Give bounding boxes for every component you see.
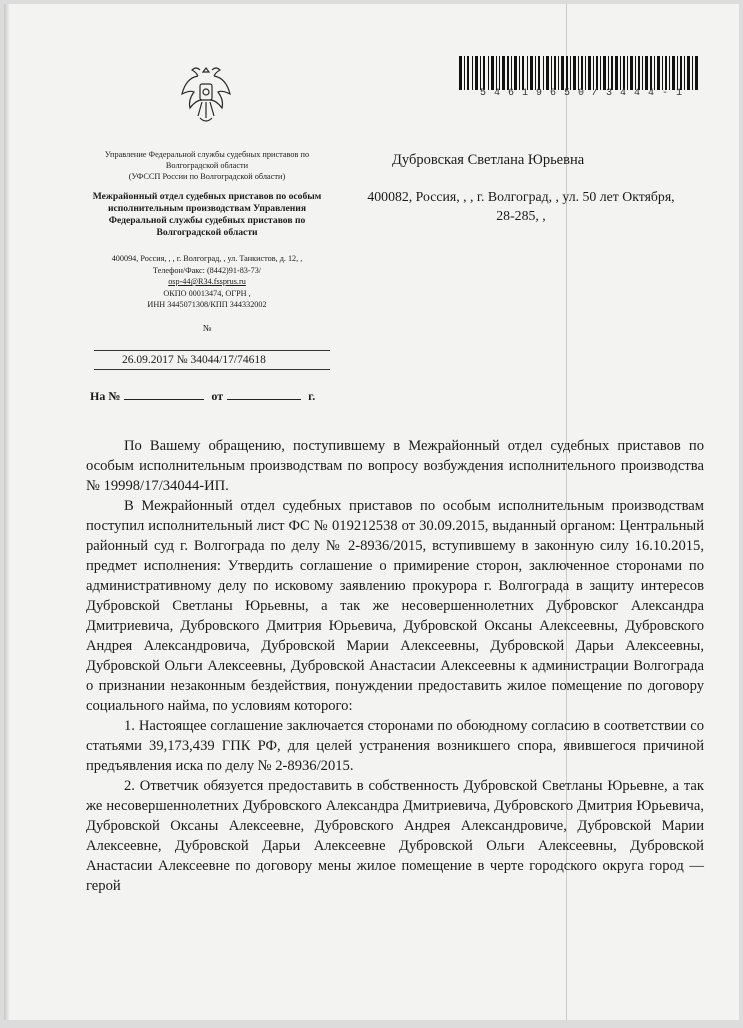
- sender-okpo: ОКПО 00013474, ОГРН ,: [163, 288, 251, 298]
- outgoing-date-number: 26.09.2017 № 34044/17/74618: [122, 354, 266, 366]
- date-underline: [94, 369, 330, 370]
- outgoing-number-label: №: [202, 322, 212, 333]
- body-paragraph-3: 1. Настоящее соглашение заключается сторонами по обоюдному согласию в соответствии со статьями 39,173,439 ГПК РФ, для целей устранения возникшего спора, явившегося причиной предъявления иска по делу № 2-8936/2015.: [86, 718, 704, 774]
- recipient-name: Дубровская Светлана Юрьевна: [392, 152, 585, 168]
- sender-address: 400094, Россия, , , г. Волгоград, , ул. Танкистов, д. 12, ,: [111, 254, 303, 263]
- document-page: [4, 4, 739, 1020]
- sender-header: [80, 149, 334, 334]
- reply-number-label: На №: [90, 389, 121, 403]
- sender-inn: ИНН 3445071308/КПП 344332002: [147, 300, 267, 309]
- letter-body: [86, 436, 704, 896]
- sender-email: osp-44@R34.fssprus.ru: [168, 277, 246, 286]
- body-paragraph-2: В Межрайонный отдел судебных приставов по особым исполнительным производствам поступил исполнительный лист ФС № 019212538 от 30.09.2015, выданный органом: Центральный районный суд г. Волгограда по делу № 2-8936/2015, вступившему в законную силу 16.10.2015, предмет исполнения: Утвердить соглашение о примирение сторон, заключенное сторонами по административному делу по исковому заявлению прокурора г. Волгограда в защиту интересов Дубровской Светланы Юрьевны, а так же несовершеннолетних Дубровског Александра Дмитриевича, Дубровского Дмитрия Юрьевича, Дубровской Оксаны Алексеевны, Дубровского Андрея Александровича, Дубровской Марии Алексеевны, Дубровской Дарьи Алексеевны, Дубровской Ольги Алексеевны, Дубровской Анастасии Алексеевны к администрации Волгограда о признании незаконным бездействия, понуждении предоставить жилое помещение по договору социального найма, по условиям которого:: [86, 498, 704, 714]
- sender-department: Межрайонный отдел судебных приставов по особым исполнительным производствам Управления Федеральной службы судебных приставов по Волгоградской области: [92, 191, 322, 238]
- double-headed-eagle-emblem-icon: [178, 60, 234, 128]
- body-paragraph-4: 2. Ответчик обязуется предоставить в собственность Дубровской Светланы Юрьевне, а так же несовершеннолетних Дубровского Александра Дмитриевича, Дубровского Дмитрия Юрьевича, Дубровской Оксаны Алексеевне, Дубровского Андрея Александровиче, Дубровской Марии Алексеевне, Дубровской Дарьи Алексеевне Дубровской Ольги Алексеевны, Дубровской Анастасии Алексеевне по договору мены жилое помещение в черте городского округа город — герой: [86, 778, 704, 894]
- recipient-address: 400082, Россия, , , г. Волгоград, , ул. 50 лет Октября, 28-285, ,: [367, 189, 675, 223]
- reply-date-blank: [227, 389, 301, 400]
- sender-org-short: (УФССП России по Волгоградской области): [128, 172, 286, 181]
- sender-phone: Телефон/Факс: (8442)91-83-73/: [152, 265, 262, 275]
- reply-year-label: г.: [308, 389, 316, 403]
- reply-reference-line: [90, 389, 315, 404]
- reply-number-blank: [124, 389, 204, 400]
- sender-org: Управление Федеральной службы судебных приставов по Волгоградской области: [104, 150, 310, 170]
- barcode: [459, 56, 699, 90]
- barcode-number: 5 4 6 1 9 6 5 0 / 3 4 4 4 - 1: [480, 88, 684, 99]
- sender-contacts: [80, 253, 334, 311]
- body-paragraph-1: По Вашему обращению, поступившему в Межрайонный отдел судебных приставов по особым исполнительным производствам по вопросу возбуждения исполнительного производства № 19998/17/34044-ИП.: [86, 438, 704, 494]
- reply-date-label: от: [211, 389, 224, 403]
- number-underline: [94, 350, 330, 351]
